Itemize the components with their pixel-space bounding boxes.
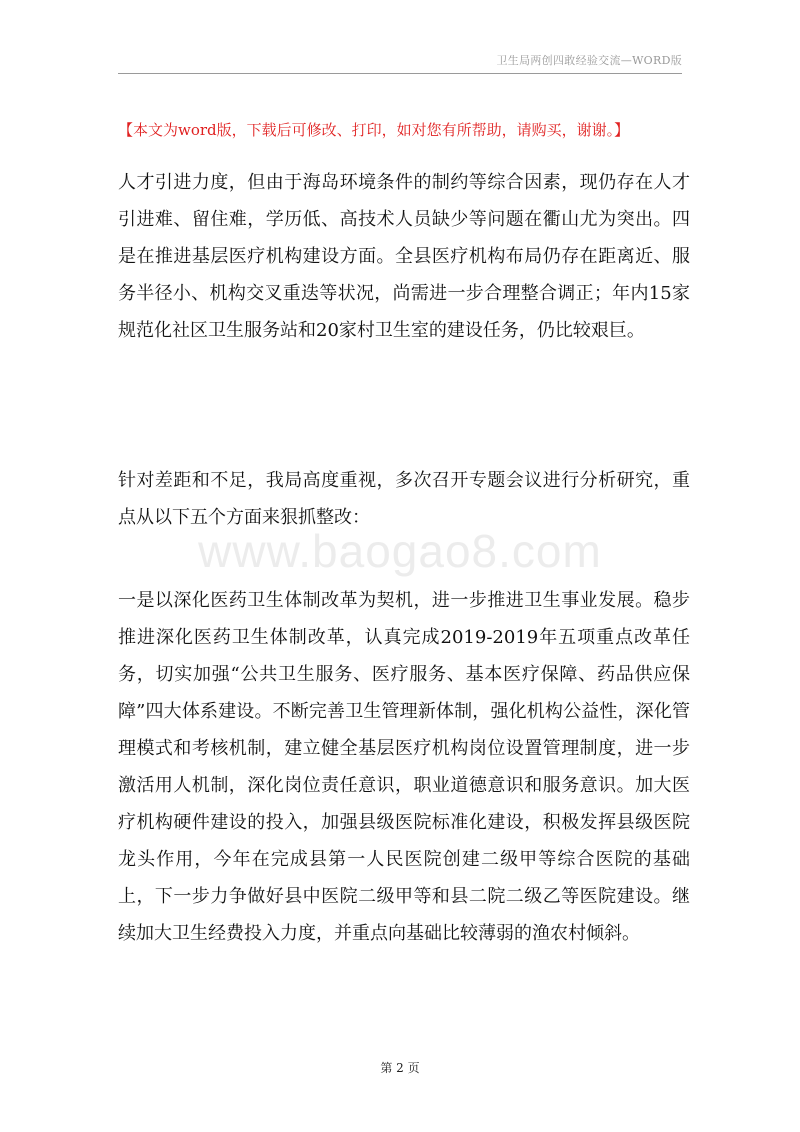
watermark: www.baogao8.com xyxy=(198,525,602,577)
download-notice: 【本文为word版，下载后可修改、打印，如对您有所帮助，请购买，谢谢。】 xyxy=(118,121,630,139)
running-header: 卫生局两创四敢经验交流—WORD版 xyxy=(496,54,682,67)
page-number: 第 2 页 xyxy=(380,1061,420,1075)
header-divider xyxy=(118,73,682,74)
body-paragraph: 针对差距和不足，我局高度重视，多次召开专题会议进行分析研究，重点从以下五个方面来狠抓整改： xyxy=(118,470,690,528)
body-paragraph: 一是以深化医药卫生体制改革为契机，进一步推进卫生事业发展。稳步推进深化医药卫生体制改革，认真完成2019-2019年五项重点改革任务，切实加强“公共卫生服务、医疗服务、基本医疗保障、药品供应保障”四大体系建设。不断完善卫生管理新体制，强化机构公益性，深化管理模式和考核机制，建立健全基层医疗机构岗位设置管理制度，进一步激活用人机制，深化岗位责任意识，职业道德意识和服务意识。加大医疗机构硬件建设的投入，加强县级医院标准化建设，积极发挥县级医院龙头作用，今年在完成县第一人民医院创建二级甲等综合医院的基础上，下一步力争做好县中医院二级甲等和县二院二级乙等医院建设。继续加大卫生经费投入力度，并重点向基础比较薄弱的渔农村倾斜。 xyxy=(118,590,690,944)
body-paragraph: 人才引进力度，但由于海岛环境条件的制约等综合因素，现仍存在人才引进难、留住难，学历低、高技术人员缺少等问题在衢山尤为突出。四是在推进基层医疗机构建设方面。全县医疗机构布局仍存在距离近、服务半径小、机构交叉重迭等状况，尚需进一步合理整合调正；年内15家规范化社区卫生服务站和20家村卫生室的建设任务，仍比较艰巨。 xyxy=(118,172,690,341)
